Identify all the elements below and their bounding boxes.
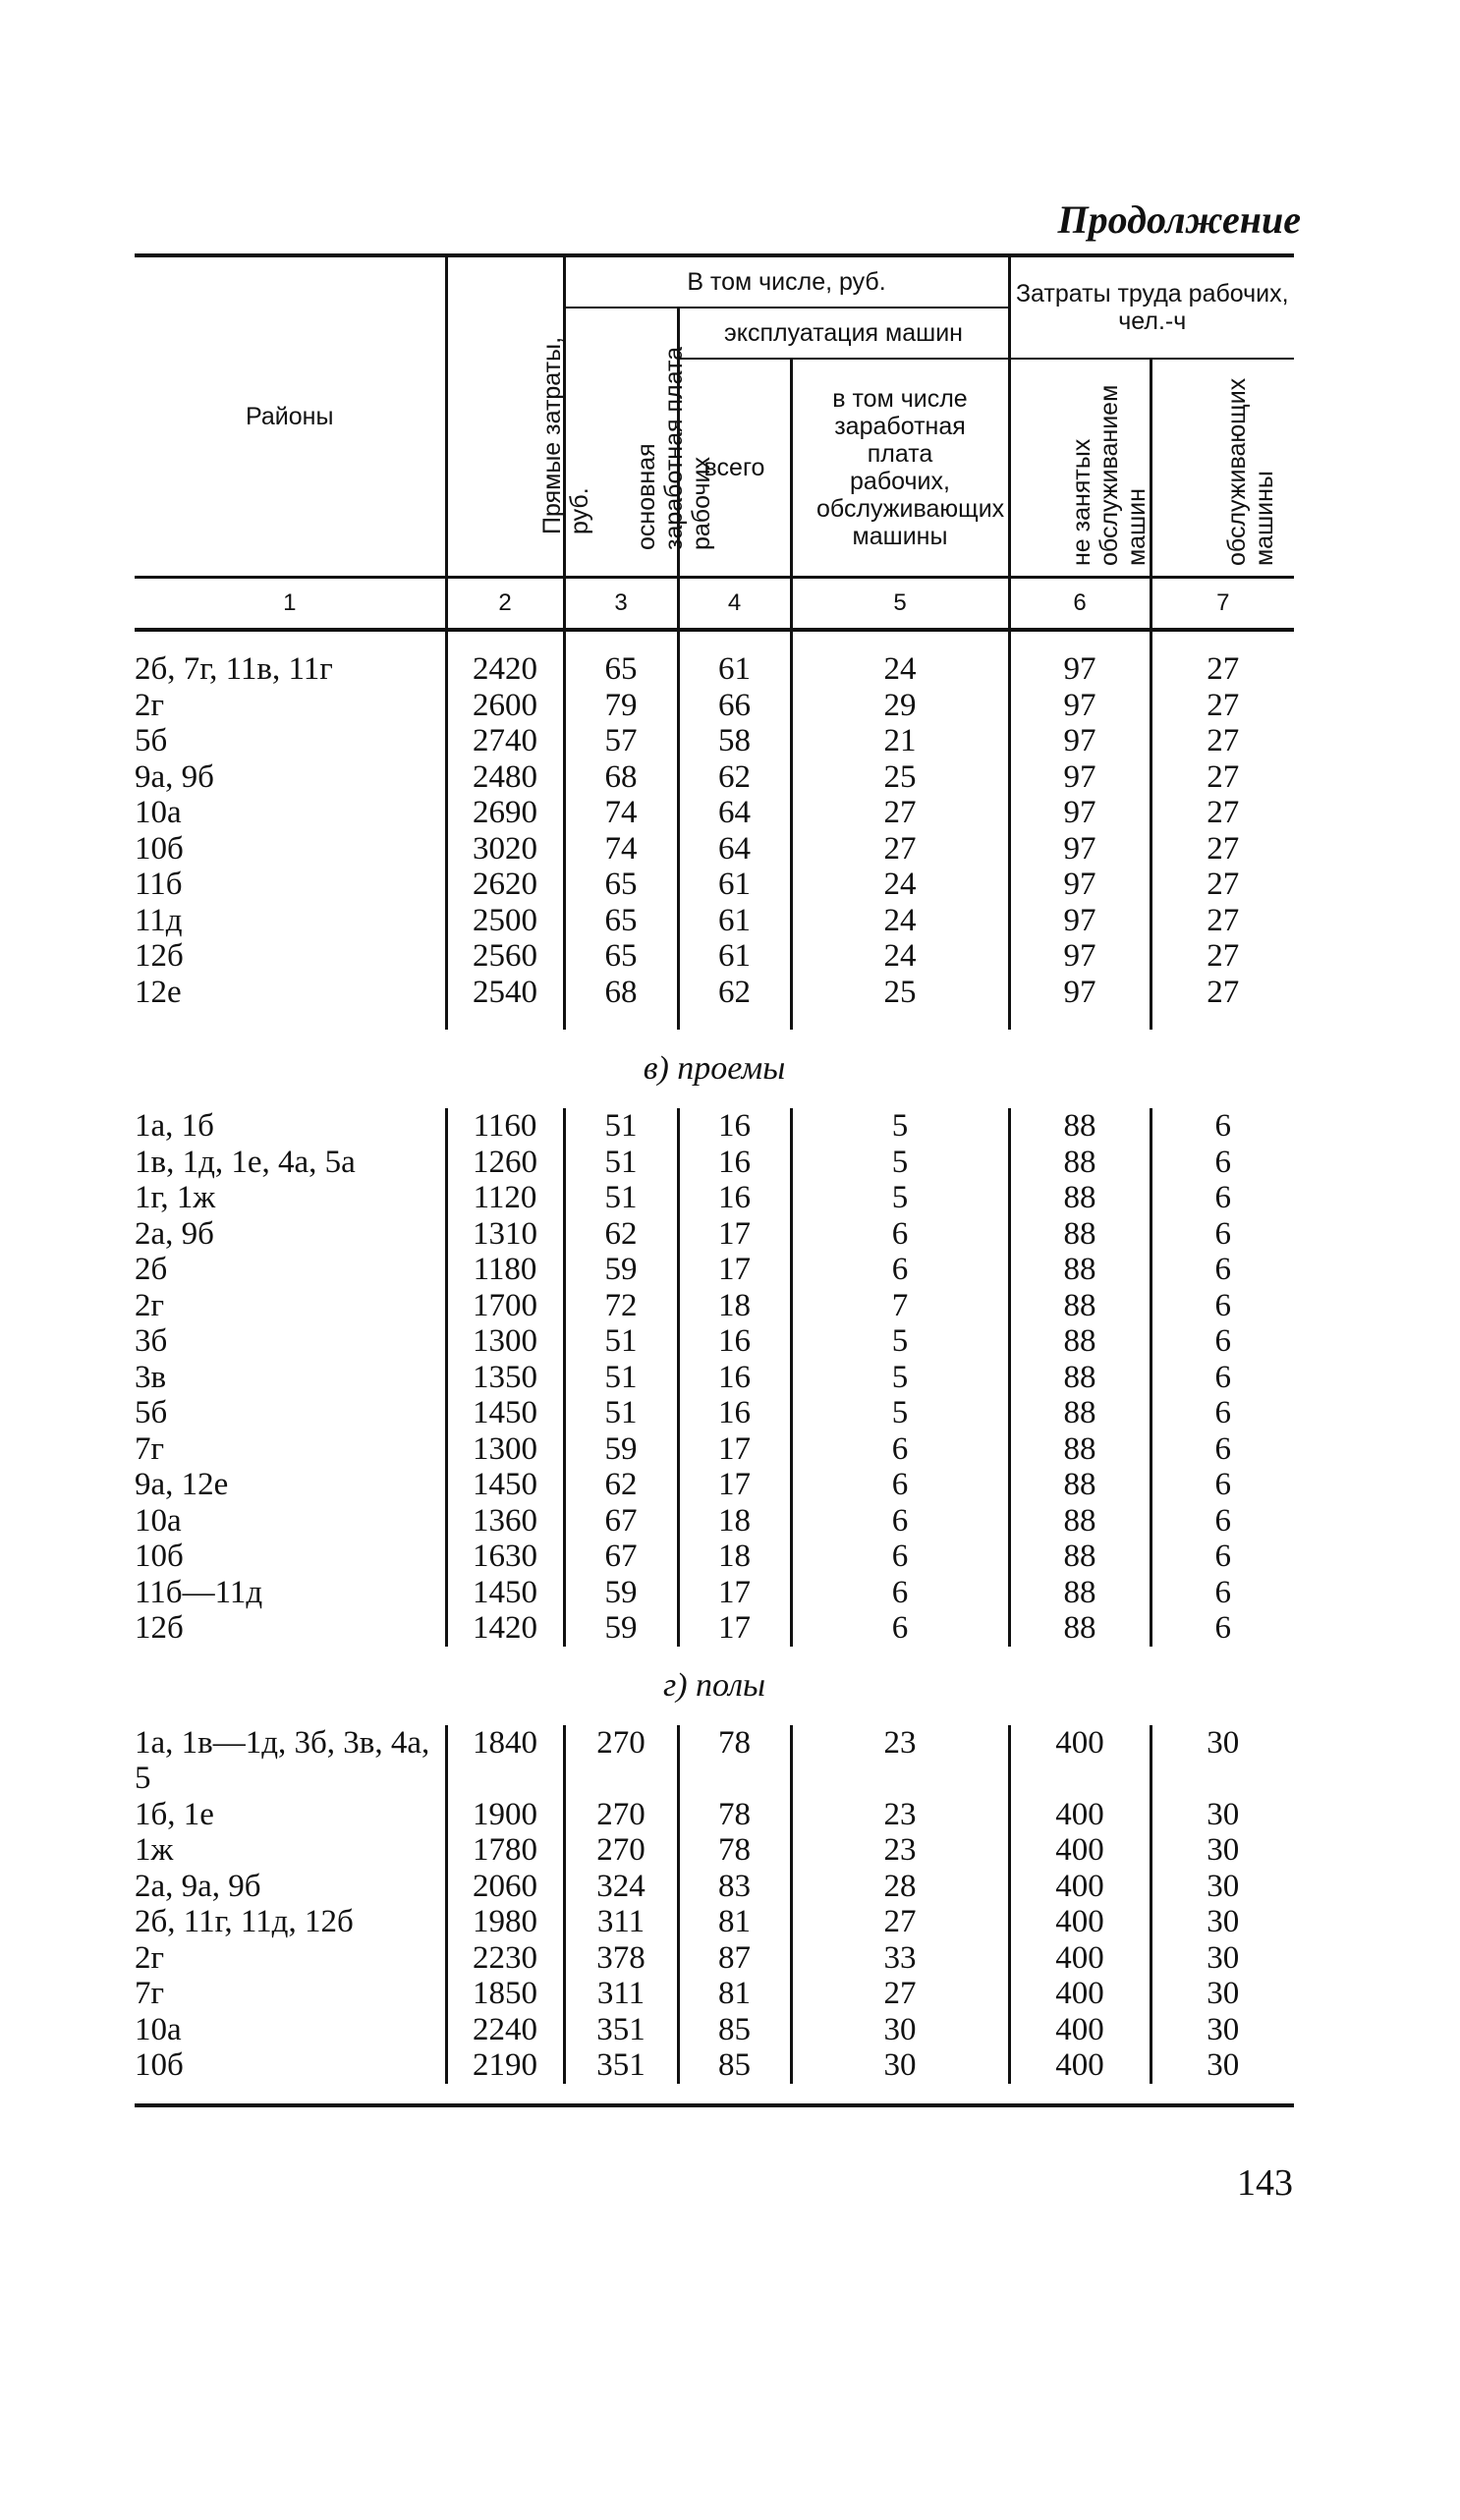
value-cell: 18 — [678, 1288, 791, 1324]
value-cell: 5 — [791, 1145, 1009, 1181]
value-cell: 2560 — [446, 938, 564, 975]
value-cell: 6 — [791, 1575, 1009, 1611]
value-cell: 51 — [564, 1360, 678, 1396]
value-cell: 400 — [1009, 2012, 1151, 2048]
value-cell: 62 — [564, 1467, 678, 1503]
value-cell: 27 — [791, 831, 1009, 868]
col-number: 3 — [564, 578, 678, 631]
table-row — [135, 1797, 1294, 1833]
table-row — [135, 1145, 1294, 1181]
region-cell: 10а — [135, 795, 182, 830]
value-cell: 51 — [564, 1180, 678, 1216]
value-cell: 3020 — [446, 831, 564, 868]
value-cell: 2740 — [446, 723, 564, 759]
value-cell: 67 — [564, 1539, 678, 1575]
region-cell: 2г — [135, 1287, 165, 1323]
value-cell: 27 — [1151, 723, 1294, 759]
value-cell: 88 — [1009, 1431, 1151, 1468]
region-cell: 3б — [135, 1323, 168, 1359]
region-cell: 7г — [135, 1430, 165, 1467]
value-cell: 351 — [564, 2047, 678, 2084]
value-cell: 5 — [791, 1395, 1009, 1431]
value-cell: 30 — [1151, 2012, 1294, 2048]
value-cell: 5 — [791, 1323, 1009, 1360]
table-row — [135, 688, 1294, 724]
region-cell: 2б, 11г, 11д, 12б — [135, 1904, 354, 1939]
value-cell: 51 — [564, 1395, 678, 1431]
value-cell: 72 — [564, 1288, 678, 1324]
value-cell: 16 — [678, 1395, 791, 1431]
value-cell: 27 — [1151, 975, 1294, 1011]
value-cell: 61 — [678, 867, 791, 903]
table-row — [135, 1108, 1294, 1145]
table-row — [135, 1610, 1294, 1647]
value-cell: 6 — [1151, 1503, 1294, 1540]
region-cell: 1ж — [135, 1832, 174, 1868]
region-cell: 1а, 1в—1д, 3б, 3в, 4а, 5 — [135, 1724, 430, 1796]
table-row — [135, 1360, 1294, 1396]
value-cell: 27 — [791, 1976, 1009, 2012]
value-cell: 6 — [791, 1252, 1009, 1288]
value-cell: 78 — [678, 1725, 791, 1797]
table-row — [135, 1575, 1294, 1611]
value-cell: 16 — [678, 1323, 791, 1360]
value-cell: 5 — [791, 1360, 1009, 1396]
value-cell: 88 — [1009, 1503, 1151, 1540]
value-cell: 1300 — [446, 1323, 564, 1360]
value-cell: 51 — [564, 1108, 678, 1145]
value-cell: 2480 — [446, 759, 564, 796]
value-cell: 25 — [791, 975, 1009, 1011]
value-cell: 30 — [1151, 1940, 1294, 1977]
value-cell: 87 — [678, 1940, 791, 1977]
table-row — [135, 975, 1294, 1011]
value-cell: 6 — [791, 1610, 1009, 1647]
section-title-floors: г) полы — [662, 1666, 766, 1704]
value-cell: 27 — [1151, 903, 1294, 939]
value-cell: 88 — [1009, 1395, 1151, 1431]
value-cell: 17 — [678, 1467, 791, 1503]
value-cell: 68 — [564, 975, 678, 1011]
region-cell: 2г — [135, 687, 165, 723]
value-cell: 97 — [1009, 903, 1151, 939]
value-cell: 18 — [678, 1503, 791, 1540]
value-cell: 88 — [1009, 1360, 1151, 1396]
value-cell: 61 — [678, 651, 791, 688]
value-cell: 30 — [1151, 1832, 1294, 1869]
value-cell: 1160 — [446, 1108, 564, 1145]
value-cell: 6 — [1151, 1467, 1294, 1503]
table-row — [135, 1539, 1294, 1575]
region-cell: 1б, 1е — [135, 1796, 214, 1832]
value-cell: 2620 — [446, 867, 564, 903]
value-cell: 97 — [1009, 975, 1151, 1011]
value-cell: 59 — [564, 1575, 678, 1611]
value-cell: 27 — [791, 795, 1009, 831]
value-cell: 18 — [678, 1539, 791, 1575]
value-cell: 24 — [791, 938, 1009, 975]
value-cell: 59 — [564, 1431, 678, 1468]
value-cell: 1630 — [446, 1539, 564, 1575]
value-cell: 23 — [791, 1725, 1009, 1797]
table-row — [135, 1216, 1294, 1253]
value-cell: 85 — [678, 2047, 791, 2084]
region-cell: 10б — [135, 2047, 184, 2083]
table-row — [135, 2047, 1294, 2084]
value-cell: 17 — [678, 1216, 791, 1253]
table-row — [135, 831, 1294, 868]
region-cell: 11б — [135, 867, 183, 902]
value-cell: 97 — [1009, 688, 1151, 724]
value-cell: 7 — [791, 1288, 1009, 1324]
continued-label: Продолжение — [1057, 197, 1301, 242]
value-cell: 88 — [1009, 1288, 1151, 1324]
value-cell: 1360 — [446, 1503, 564, 1540]
table-row — [135, 1869, 1294, 1905]
column-numbers — [135, 578, 1294, 631]
table-row — [135, 867, 1294, 903]
value-cell: 27 — [1151, 867, 1294, 903]
value-cell: 30 — [1151, 1869, 1294, 1905]
value-cell: 30 — [791, 2047, 1009, 2084]
value-cell: 6 — [1151, 1145, 1294, 1181]
value-cell: 61 — [678, 938, 791, 975]
value-cell: 88 — [1009, 1145, 1151, 1181]
value-cell: 6 — [791, 1431, 1009, 1468]
value-cell: 27 — [1151, 651, 1294, 688]
value-cell: 62 — [564, 1216, 678, 1253]
value-cell: 83 — [678, 1869, 791, 1905]
region-cell: 3в — [135, 1359, 167, 1395]
table-row — [135, 1904, 1294, 1940]
table-body — [135, 630, 1294, 2105]
value-cell: 1700 — [446, 1288, 564, 1324]
value-cell: 1180 — [446, 1252, 564, 1288]
value-cell: 6 — [1151, 1108, 1294, 1145]
value-cell: 1350 — [446, 1360, 564, 1396]
value-cell: 1840 — [446, 1725, 564, 1797]
value-cell: 61 — [678, 903, 791, 939]
value-cell: 16 — [678, 1360, 791, 1396]
header-serving: обслуживающих машины — [1151, 359, 1294, 578]
table-row — [135, 1180, 1294, 1216]
value-cell: 74 — [564, 795, 678, 831]
region-cell: 10а — [135, 1502, 182, 1539]
value-cell: 6 — [1151, 1323, 1294, 1360]
value-cell: 2420 — [446, 651, 564, 688]
value-cell: 29 — [791, 688, 1009, 724]
table-row — [135, 759, 1294, 796]
section-title-openings: в) проемы — [643, 1050, 786, 1087]
col-number: 6 — [1009, 578, 1151, 631]
value-cell: 400 — [1009, 1832, 1151, 1869]
value-cell: 88 — [1009, 1108, 1151, 1145]
value-cell: 1310 — [446, 1216, 564, 1253]
value-cell: 62 — [678, 975, 791, 1011]
value-cell: 17 — [678, 1575, 791, 1611]
col-number: 5 — [791, 578, 1009, 631]
value-cell: 400 — [1009, 2047, 1151, 2084]
region-cell: 1в, 1д, 1е, 4а, 5а — [135, 1144, 356, 1180]
value-cell: 88 — [1009, 1575, 1151, 1611]
value-cell: 81 — [678, 1904, 791, 1940]
value-cell: 1300 — [446, 1431, 564, 1468]
col-number: 2 — [446, 578, 564, 631]
table-row — [135, 1725, 1294, 1797]
value-cell: 28 — [791, 1869, 1009, 1905]
value-cell: 30 — [1151, 1904, 1294, 1940]
value-cell: 62 — [678, 759, 791, 796]
value-cell: 2240 — [446, 2012, 564, 2048]
value-cell: 400 — [1009, 1869, 1151, 1905]
value-cell: 24 — [791, 903, 1009, 939]
value-cell: 1450 — [446, 1467, 564, 1503]
region-cell: 2г — [135, 1939, 165, 1976]
value-cell: 2540 — [446, 975, 564, 1011]
table-row — [135, 1288, 1294, 1324]
value-cell: 24 — [791, 651, 1009, 688]
value-cell: 6 — [1151, 1180, 1294, 1216]
value-cell: 51 — [564, 1145, 678, 1181]
value-cell: 88 — [1009, 1539, 1151, 1575]
value-cell: 88 — [1009, 1323, 1151, 1360]
value-cell: 17 — [678, 1252, 791, 1288]
value-cell: 6 — [1151, 1216, 1294, 1253]
value-cell: 23 — [791, 1797, 1009, 1833]
value-cell: 30 — [791, 2012, 1009, 2048]
value-cell: 97 — [1009, 831, 1151, 868]
value-cell: 30 — [1151, 1725, 1294, 1797]
value-cell: 97 — [1009, 938, 1151, 975]
page-number: 143 — [1237, 2162, 1293, 2204]
value-cell: 88 — [1009, 1180, 1151, 1216]
table-row — [135, 1323, 1294, 1360]
region-cell: 10а — [135, 2011, 182, 2047]
header-regions: Районы — [135, 255, 446, 578]
value-cell: 1420 — [446, 1610, 564, 1647]
table-row — [135, 903, 1294, 939]
value-cell: 16 — [678, 1180, 791, 1216]
value-cell: 88 — [1009, 1467, 1151, 1503]
value-cell: 65 — [564, 651, 678, 688]
value-cell: 270 — [564, 1725, 678, 1797]
value-cell: 378 — [564, 1940, 678, 1977]
value-cell: 270 — [564, 1832, 678, 1869]
table-row — [135, 1431, 1294, 1468]
table-row — [135, 1940, 1294, 1977]
region-cell: 9а, 9б — [135, 758, 214, 795]
value-cell: 30 — [1151, 2047, 1294, 2084]
region-cell: 9а, 12е — [135, 1467, 229, 1502]
value-cell: 30 — [1151, 1976, 1294, 2012]
value-cell: 64 — [678, 795, 791, 831]
region-cell: 1г, 1ж — [135, 1180, 216, 1215]
header-machine-wage: в том числе заработная плата рабочих, обслуживающих машины — [791, 359, 1009, 578]
value-cell: 21 — [791, 723, 1009, 759]
value-cell: 6 — [1151, 1360, 1294, 1396]
table-row — [135, 1252, 1294, 1288]
value-cell: 6 — [1151, 1539, 1294, 1575]
value-cell: 27 — [791, 1904, 1009, 1940]
value-cell: 88 — [1009, 1216, 1151, 1253]
value-cell: 311 — [564, 1976, 678, 2012]
header-incl: В том числе, руб. — [564, 255, 1009, 308]
value-cell: 17 — [678, 1610, 791, 1647]
value-cell: 5 — [791, 1108, 1009, 1145]
value-cell: 97 — [1009, 759, 1151, 796]
col-number: 4 — [678, 578, 791, 631]
value-cell: 27 — [1151, 759, 1294, 796]
value-cell: 1260 — [446, 1145, 564, 1181]
value-cell: 27 — [1151, 795, 1294, 831]
value-cell: 6 — [791, 1503, 1009, 1540]
value-cell: 30 — [1151, 1797, 1294, 1833]
value-cell: 68 — [564, 759, 678, 796]
header-base-wage: основная заработная плата рабочих — [564, 308, 678, 578]
region-cell: 2а, 9б — [135, 1215, 214, 1252]
value-cell: 79 — [564, 688, 678, 724]
value-cell: 5 — [791, 1180, 1009, 1216]
value-cell: 351 — [564, 2012, 678, 2048]
table-row — [135, 1395, 1294, 1431]
value-cell: 400 — [1009, 1940, 1151, 1977]
value-cell: 6 — [791, 1539, 1009, 1575]
header-direct-costs: Прямые затраты, руб. — [446, 255, 564, 578]
region-cell: 5б — [135, 1395, 168, 1430]
region-cell: 11б—11д — [135, 1574, 263, 1610]
region-cell: 12б — [135, 938, 184, 974]
region-cell: 11д — [135, 902, 183, 938]
value-cell: 324 — [564, 1869, 678, 1905]
table-row — [135, 1976, 1294, 2012]
region-cell: 2б — [135, 1252, 168, 1287]
cost-table — [135, 253, 1294, 2107]
col-number: 7 — [1151, 578, 1294, 631]
value-cell: 59 — [564, 1610, 678, 1647]
value-cell: 6 — [1151, 1288, 1294, 1324]
value-cell: 2190 — [446, 2047, 564, 2084]
value-cell: 74 — [564, 831, 678, 868]
value-cell: 2230 — [446, 1940, 564, 1977]
value-cell: 97 — [1009, 795, 1151, 831]
header-total: всего — [678, 359, 791, 578]
value-cell: 24 — [791, 867, 1009, 903]
value-cell: 64 — [678, 831, 791, 868]
value-cell: 1450 — [446, 1395, 564, 1431]
region-cell: 5б — [135, 723, 168, 758]
value-cell: 2500 — [446, 903, 564, 939]
value-cell: 311 — [564, 1904, 678, 1940]
value-cell: 2690 — [446, 795, 564, 831]
table-row — [135, 1467, 1294, 1503]
region-cell: 2а, 9а, 9б — [135, 1868, 261, 1904]
value-cell: 27 — [1151, 831, 1294, 868]
value-cell: 97 — [1009, 651, 1151, 688]
value-cell: 97 — [1009, 723, 1151, 759]
value-cell: 400 — [1009, 1904, 1151, 1940]
value-cell: 58 — [678, 723, 791, 759]
value-cell: 16 — [678, 1108, 791, 1145]
value-cell: 2600 — [446, 688, 564, 724]
value-cell: 6 — [791, 1467, 1009, 1503]
value-cell: 1780 — [446, 1832, 564, 1869]
table-row — [135, 795, 1294, 831]
value-cell: 6 — [1151, 1431, 1294, 1468]
table-row — [135, 723, 1294, 759]
value-cell: 65 — [564, 867, 678, 903]
value-cell: 400 — [1009, 1725, 1151, 1797]
value-cell: 27 — [1151, 938, 1294, 975]
value-cell: 270 — [564, 1797, 678, 1833]
value-cell: 78 — [678, 1797, 791, 1833]
value-cell: 85 — [678, 2012, 791, 2048]
value-cell: 51 — [564, 1323, 678, 1360]
value-cell: 88 — [1009, 1610, 1151, 1647]
value-cell: 59 — [564, 1252, 678, 1288]
header-machine-op: эксплуатация машин — [678, 308, 1009, 359]
value-cell: 23 — [791, 1832, 1009, 1869]
value-cell: 400 — [1009, 1797, 1151, 1833]
value-cell: 6 — [1151, 1252, 1294, 1288]
value-cell: 57 — [564, 723, 678, 759]
value-cell: 65 — [564, 903, 678, 939]
value-cell: 6 — [791, 1216, 1009, 1253]
value-cell: 6 — [1151, 1395, 1294, 1431]
table-row — [135, 2012, 1294, 2048]
region-cell: 10б — [135, 830, 184, 867]
value-cell: 16 — [678, 1145, 791, 1181]
value-cell: 1980 — [446, 1904, 564, 1940]
value-cell: 67 — [564, 1503, 678, 1540]
region-cell: 10б — [135, 1539, 184, 1574]
table-row — [135, 1503, 1294, 1540]
value-cell: 78 — [678, 1832, 791, 1869]
col-number: 1 — [135, 578, 446, 631]
table-row — [135, 938, 1294, 975]
value-cell: 88 — [1009, 1252, 1151, 1288]
value-cell: 1850 — [446, 1976, 564, 2012]
header-labor: Затраты труда рабочих, чел.-ч — [1009, 255, 1294, 359]
table-row — [135, 651, 1294, 688]
table-row — [135, 1832, 1294, 1869]
value-cell: 1450 — [446, 1575, 564, 1611]
value-cell: 6 — [1151, 1610, 1294, 1647]
header-not-serving: не занятых обслуживанием машин — [1009, 359, 1151, 578]
value-cell: 17 — [678, 1431, 791, 1468]
value-cell: 1120 — [446, 1180, 564, 1216]
value-cell: 81 — [678, 1976, 791, 2012]
value-cell: 400 — [1009, 1976, 1151, 2012]
value-cell: 65 — [564, 938, 678, 975]
region-cell: 1а, 1б — [135, 1108, 214, 1144]
region-cell: 12е — [135, 974, 182, 1010]
value-cell: 66 — [678, 688, 791, 724]
value-cell: 27 — [1151, 688, 1294, 724]
value-cell: 97 — [1009, 867, 1151, 903]
value-cell: 25 — [791, 759, 1009, 796]
value-cell: 6 — [1151, 1575, 1294, 1611]
region-cell: 7г — [135, 1976, 165, 2011]
value-cell: 1900 — [446, 1797, 564, 1833]
value-cell: 33 — [791, 1940, 1009, 1977]
value-cell: 2060 — [446, 1869, 564, 1905]
region-cell: 12б — [135, 1610, 184, 1646]
region-cell: 2б, 7г, 11в, 11г — [135, 651, 333, 687]
